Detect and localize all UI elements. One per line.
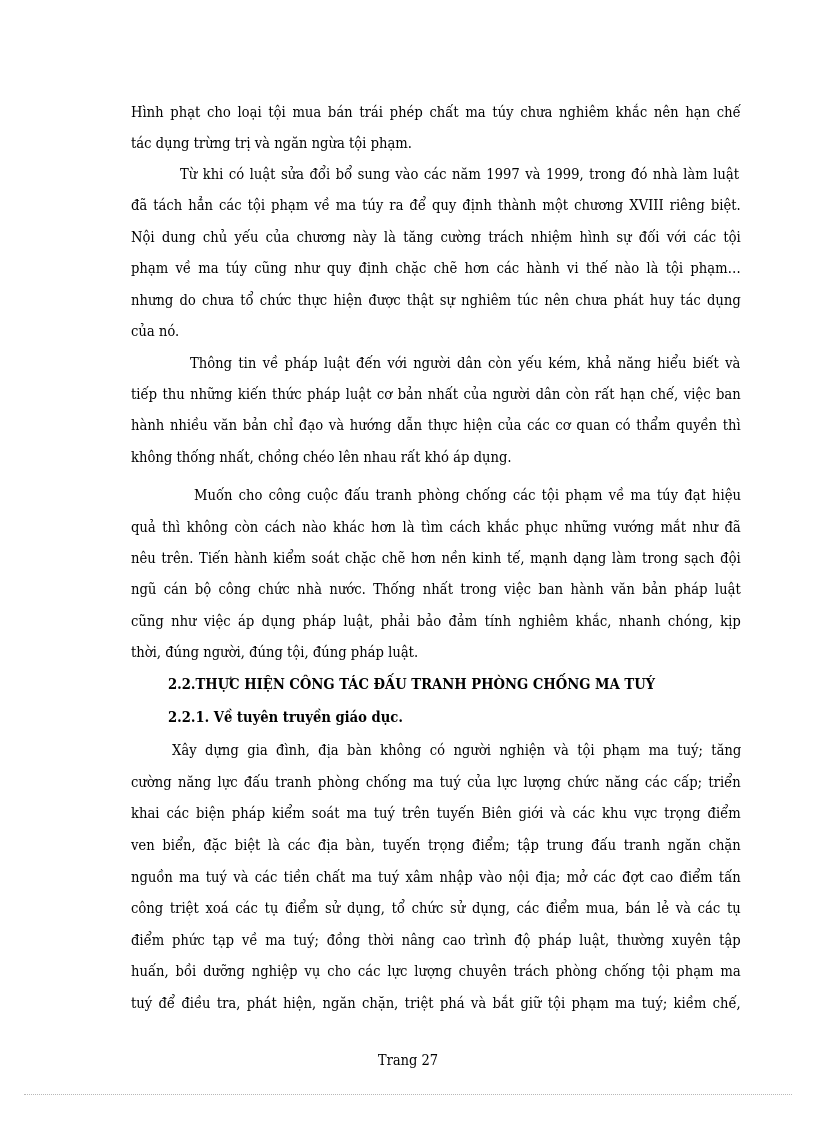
paragraph-line: điểm phức tạp về ma tuý; đồng thời nâng cao trình độ pháp luật, thường xuyên tập bbox=[131, 931, 741, 949]
paragraph-line: không thống nhất, chồng chéo lên nhau rất khó áp dụng. bbox=[131, 448, 512, 466]
paragraph-line: nhưng do chưa tổ chức thực hiện được thật sự nghiêm túc nên chưa phát huy tác dụng bbox=[131, 291, 741, 309]
paragraph-line: nguồn ma tuý và các tiền chất ma tuý xâm nhập vào nội địa; mở các đợt cao điểm tấn bbox=[131, 868, 741, 886]
paragraph-line: Từ khi có luật sửa đổi bổ sung vào các năm 1997 và 1999, trong đó nhà làm luật bbox=[180, 165, 739, 183]
paragraph-line: phạm về ma túy cũng như quy định chặc chẽ hơn các hành vi thế nào là tội phạm… bbox=[131, 259, 741, 277]
paragraph-line: quả thì không còn cách nào khác hơn là tìm cách khắc phục những vướng mắt như đã bbox=[131, 518, 741, 536]
paragraph-line: tiếp thu những kiến thức pháp luật cơ bản nhất của người dân còn rất hạn chế, việc ban bbox=[131, 385, 741, 403]
paragraph-line: Hình phạt cho loại tội mua bán trái phép chất ma túy chưa nghiêm khắc nên hạn chế bbox=[131, 103, 741, 121]
paragraph-line: cường năng lực đấu tranh phòng chống ma tuý của lực lượng chức năng các cấp; triển bbox=[131, 773, 741, 791]
footer-divider bbox=[24, 1094, 792, 1095]
paragraph-line: Xây dựng gia đình, địa bàn không có người nghiện và tội phạm ma tuý; tăng bbox=[172, 741, 742, 759]
paragraph-line: ven biển, đặc biệt là các địa bàn, tuyến trọng điểm; tập trung đấu tranh ngăn chặn bbox=[131, 836, 741, 854]
paragraph-line: tác dụng trừng trị và ngăn ngừa tội phạm. bbox=[131, 134, 412, 152]
paragraph-line: thời, đúng người, đúng tội, đúng pháp luật. bbox=[131, 643, 419, 661]
section-heading: 2.2.THỰC HIỆN CÔNG TÁC ĐẤU TRANH PHÒNG CHỐNG MA TUÝ bbox=[168, 675, 656, 693]
paragraph-line: tuý để điều tra, phát hiện, ngăn chặn, triệt phá và bắt giữ tội phạm ma tuý; kiềm chế, bbox=[131, 994, 741, 1012]
paragraph-line: công triệt xoá các tụ điểm sử dụng, tổ chức sử dụng, các điểm mua, bán lẻ và các tụ bbox=[131, 899, 741, 917]
paragraph-line: của nó. bbox=[131, 322, 180, 340]
page-number: Trang 27 bbox=[377, 1053, 439, 1069]
paragraph-line: nêu trên. Tiến hành kiểm soát chặc chẽ hơn nền kinh tế, mạnh dạng làm trong sạch đội bbox=[131, 549, 741, 567]
paragraph-line: Nội dung chủ yếu của chương này là tăng cường trách nhiệm hình sự đối với các tội bbox=[131, 228, 741, 246]
paragraph-line: Thông tin về pháp luật đến với người dân còn yếu kém, khả năng hiểu biết và bbox=[190, 354, 741, 372]
paragraph-line: cũng như việc áp dụng pháp luật, phải bảo đảm tính nghiêm khắc, nhanh chóng, kịp bbox=[131, 612, 741, 630]
paragraph-line: Muốn cho công cuộc đấu tranh phòng chống các tội phạm về ma túy đạt hiệu bbox=[194, 486, 741, 504]
paragraph-line: ngũ cán bộ công chức nhà nước. Thống nhất trong việc ban hành văn bản pháp luật bbox=[131, 580, 741, 598]
paragraph-line: huấn, bồi dưỡng nghiệp vụ cho các lực lượng chuyên trách phòng chống tội phạm ma bbox=[131, 962, 741, 980]
paragraph-line: hành nhiều văn bản chỉ đạo và hướng dẫn thực hiện của các cơ quan có thẩm quyền thì bbox=[131, 416, 741, 434]
subsection-heading: 2.2.1. Về tuyên truyền giáo dục. bbox=[168, 708, 403, 726]
paragraph-line: khai các biện pháp kiểm soát ma tuý trên tuyến Biên giới và các khu vực trọng điểm bbox=[131, 804, 741, 822]
paragraph-line: đã tách hẳn các tội phạm về ma túy ra để quy định thành một chương XVIII riêng biệt. bbox=[131, 196, 741, 214]
